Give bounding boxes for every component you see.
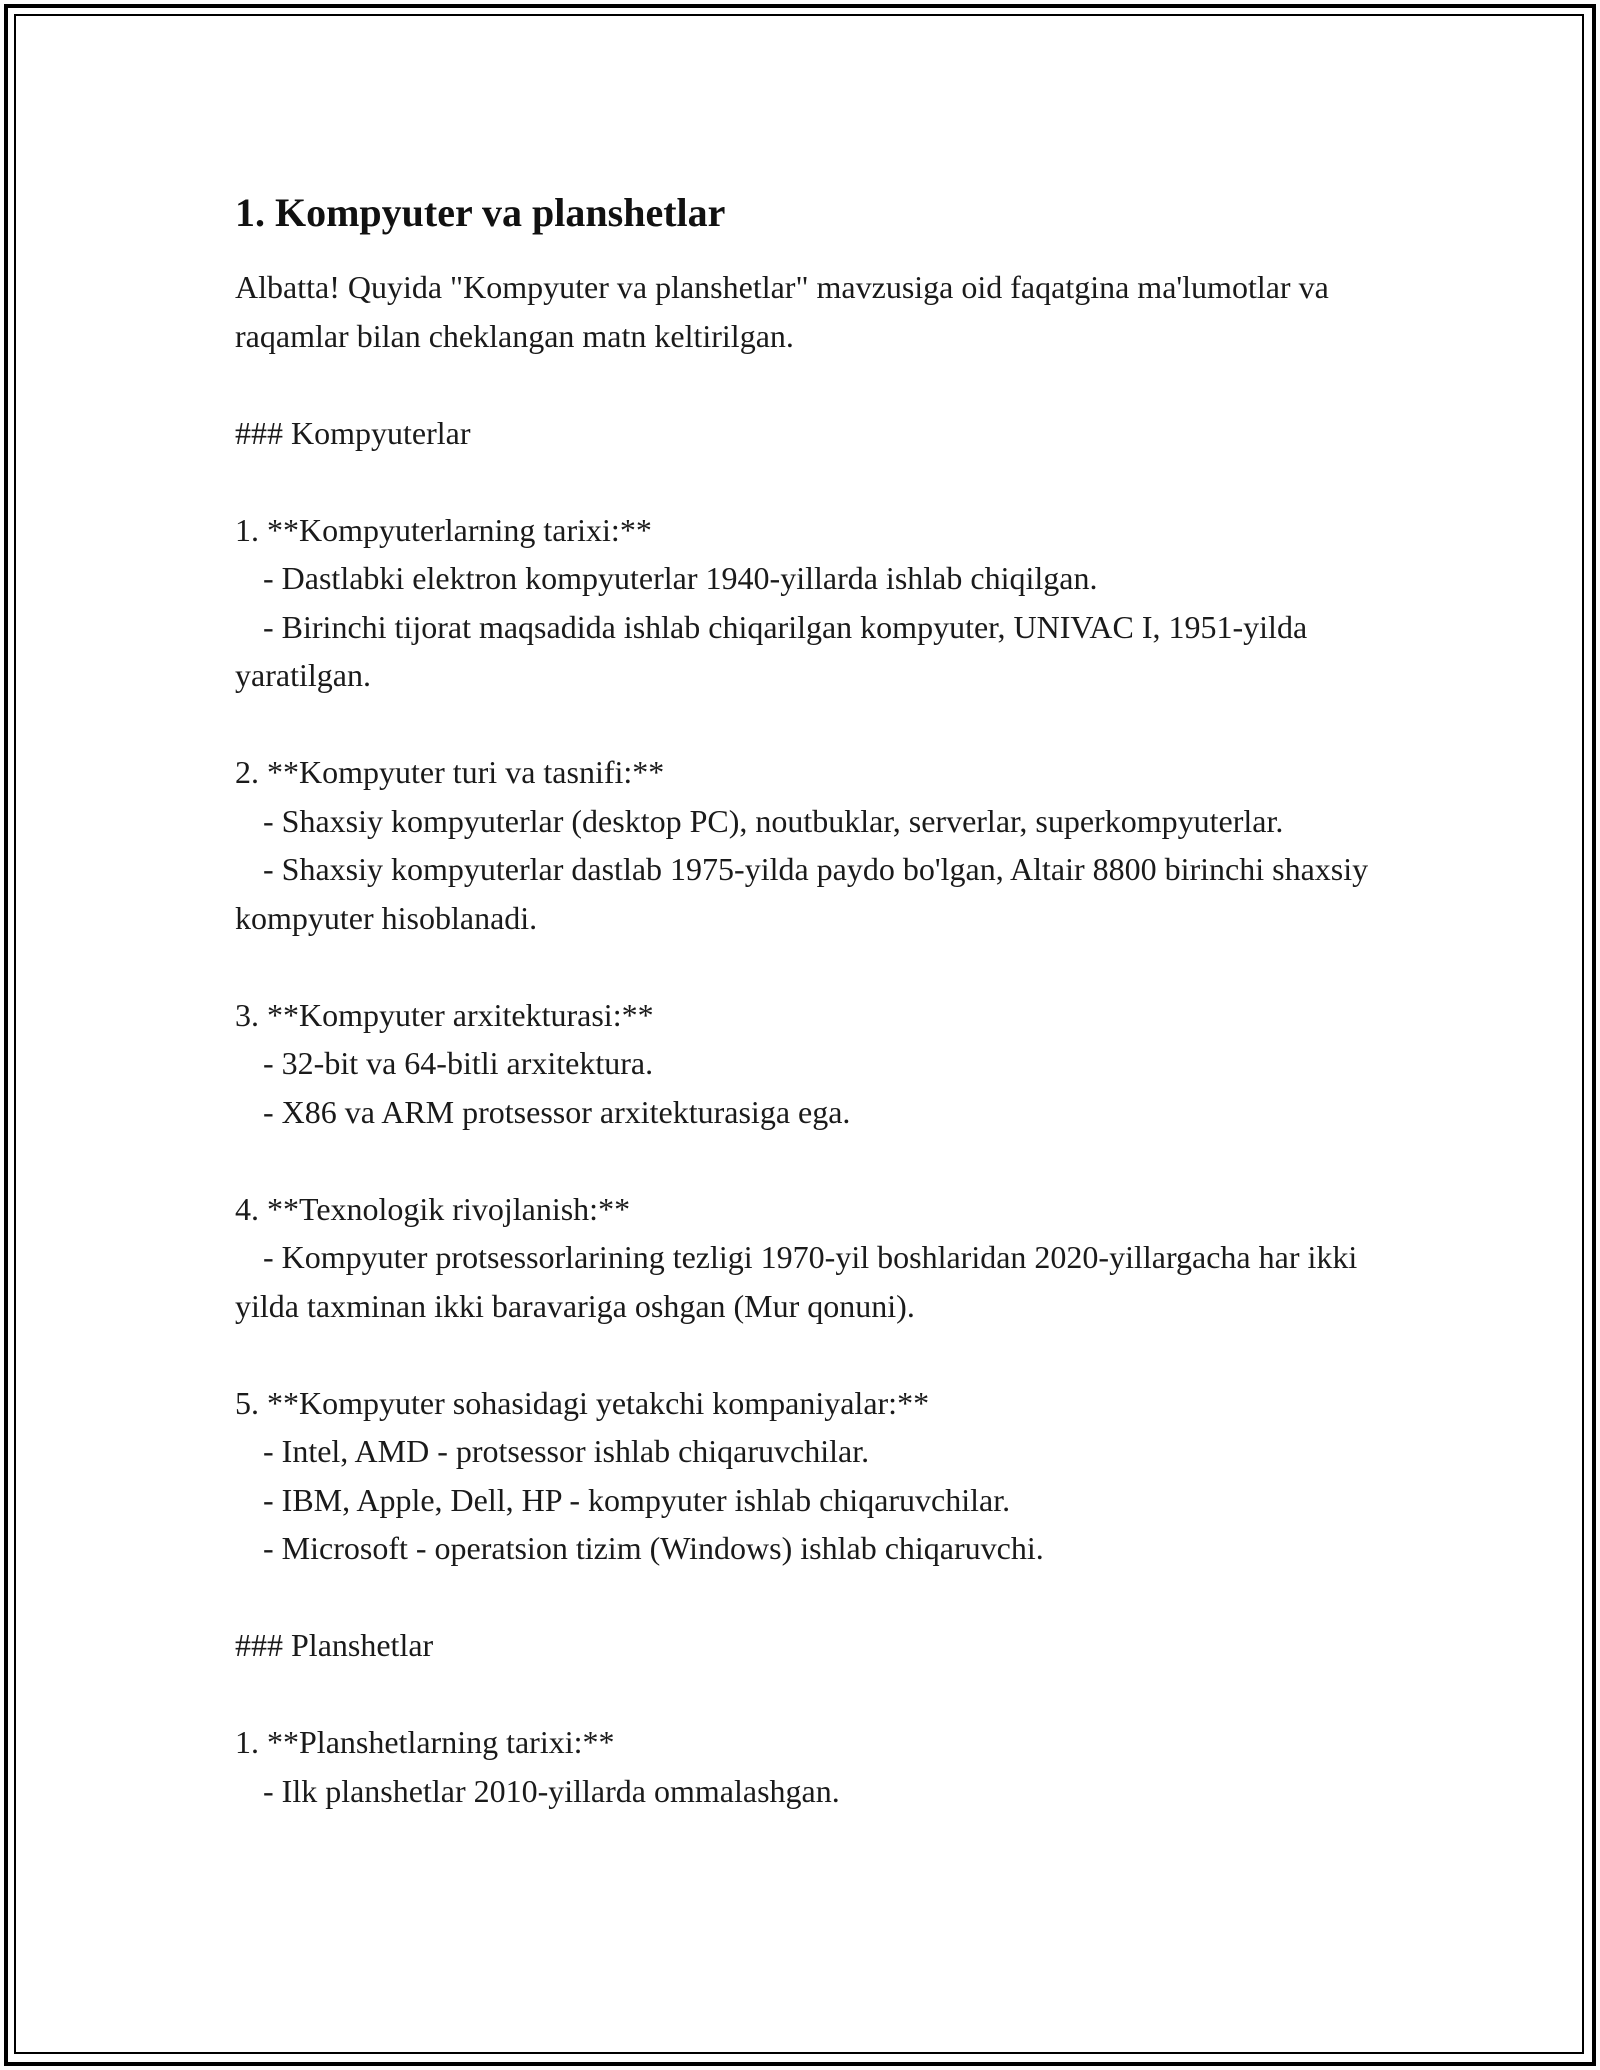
bullet-text: - Intel, AMD - protsessor ishlab chiqaruvchilar. [263, 1433, 870, 1469]
section-heading-computers: ### Kompyuterlar [235, 414, 471, 451]
bullet-text: - IBM, Apple, Dell, HP - kompyuter ishlab chiqaruvchilar. [263, 1481, 1011, 1518]
list-item-bullet [235, 1233, 1415, 1330]
bullet-text: - Shaxsiy kompyuterlar dastlab 1975-yilda paydo bo'lgan, Altair 8800 birinchi shaxsiy kompyuter hisoblanadi. [235, 851, 1377, 936]
blank-line [235, 457, 1415, 506]
document-body [235, 185, 1415, 1815]
bullet-text: - Kompyuter protsessorlarining tezligi 1970-yil boshlaridan 2020-yillargacha har ikki yilda taxminan ikki baravariga oshgan (Mur qonuni). [235, 1239, 1366, 1324]
intro-paragraph: Albatta! Quyida "Kompyuter va planshetlar" mavzusiga oid faqatgina ma'lumotlar va raqamlar bilan cheklangan matn keltirilgan. [235, 269, 1337, 354]
blank-line [235, 1573, 1415, 1622]
bullet-text: - Ilk planshetlar 2010-yillarda ommalashgan. [263, 1772, 840, 1809]
list-item-bullet [235, 845, 1415, 942]
bullet-text: - Birinchi tijorat maqsadida ishlab chiqarilgan kompyuter, UNIVAC I, 1951-yilda yaratilgan. [235, 608, 1316, 693]
list-item-bullet [235, 1524, 1415, 1573]
list-item-title: 2. **Kompyuter turi va tasnifi:** [235, 754, 665, 790]
list-item-bullet [235, 603, 1415, 700]
list-item-title: 5. **Kompyuter sohasidagi yetakchi kompaniyalar:** [235, 1384, 930, 1421]
bullet-text: - Shaxsiy kompyuterlar (desktop PC), noutbuklar, serverlar, superkompyuterlar. [263, 802, 1284, 839]
list-item-bullet [235, 1427, 1415, 1476]
blank-line [235, 1330, 1415, 1379]
bullet-text: - Dastlabki elektron kompyuterlar 1940-yillarda ishlab chiqilgan. [263, 560, 1098, 596]
document-title: 1. Kompyuter va planshetlar [235, 190, 726, 235]
list-item-title: 4. **Texnologik rivojlanish:** [235, 1190, 631, 1227]
bullet-text: - Microsoft - operatsion tizim (Windows) ishlab chiqaruvchi. [263, 1530, 1044, 1566]
list-item-bullet [235, 1767, 1415, 1816]
list-item-title: 3. **Kompyuter arxitekturasi:** [235, 996, 654, 1033]
blank-line [235, 1136, 1415, 1185]
list-item-bullet [235, 554, 1415, 603]
list-item-title: 1. **Planshetlarning tarixi:** [235, 1724, 615, 1760]
list-item-bullet [235, 1088, 1415, 1137]
blank-line [235, 1670, 1415, 1719]
blank-line [235, 942, 1415, 991]
blank-line [235, 360, 1415, 409]
list-item-bullet [235, 1039, 1415, 1088]
section-heading-tablets: ### Planshetlar [235, 1627, 434, 1663]
list-item-bullet [235, 1476, 1415, 1525]
blank-line [235, 700, 1415, 749]
list-item-bullet [235, 797, 1415, 846]
bullet-text: - X86 va ARM protsessor arxitekturasiga ega. [263, 1093, 851, 1130]
bullet-text: - 32-bit va 64-bitli arxitektura. [263, 1045, 654, 1081]
list-item-title: 1. **Kompyuterlarning tarixi:** [235, 511, 652, 548]
